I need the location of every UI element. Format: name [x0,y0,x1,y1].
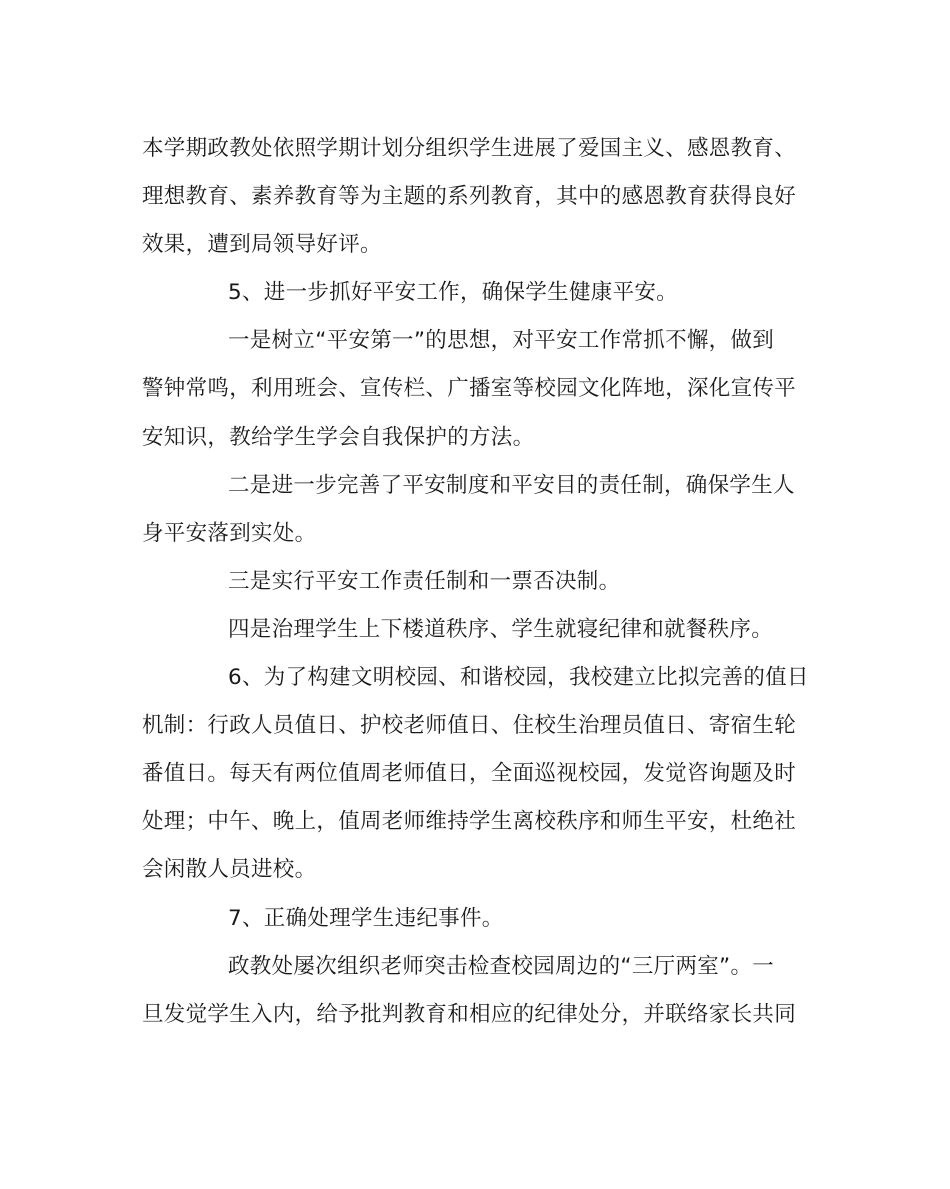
text-line-1: 本学期政教处依照学期计划分组织学生进展了爱国主义、感恩教育、 [142,136,797,161]
text-line-7: 安知识，教给学生学会自我保护的方法。 [142,424,535,450]
text-line-4: 5、进一步抓好平安工作，确保学生健康平安。 [228,280,678,306]
text-line-19: 旦发觉学生入内，给予批判教育和相应的纪律处分，并联络家长共同 [142,1001,797,1027]
text-line-13: 机制：行政人员值日、护校老师值日、住校生治理员值日、寄宿生轮 [142,713,797,739]
text-line-3: 效果，遭到局领导好评。 [142,232,382,258]
text-line-9: 身平安落到实处。 [142,520,317,546]
text-line-5: 一是树立“平安第一”的思想，对平安工作常抓不懈，做到 [228,328,775,354]
body-text [142,125,810,1039]
text-line-18: 政教处屡次组织老师突击检查校园周边的“三厅两室”。一 [228,953,775,979]
text-line-12: 6、为了构建文明校园、和谐校园，我校建立比拟完善的值日 [228,665,809,691]
text-line-17: 7、正确处理学生违纪事件。 [228,905,504,931]
text-line-6: 警钟常鸣，利用班会、宣传栏、广播室等校园文化阵地，深化宣传平 [142,376,797,402]
text-line-8: 二是进一步完善了平安制度和平安目的责任制，确保学生人 [228,472,795,498]
text-line-2: 理想教育、素养教育等为主题的系列教育，其中的感恩教育获得良好 [142,184,797,210]
text-line-14: 番值日。每天有两位值周老师值日，全面巡视校园，发觉咨询题及时 [142,761,797,787]
text-line-16: 会闲散人员进校。 [142,857,317,883]
text-line-15: 处理；中午、晚上，值周老师维持学生离校秩序和师生平安，杜绝社 [142,809,797,835]
text-line-10: 三是实行平安工作责任制和一票否决制。 [228,568,621,594]
text-line-11: 四是治理学生上下楼道秩序、学生就寝纪律和就餐秩序。 [228,616,774,642]
